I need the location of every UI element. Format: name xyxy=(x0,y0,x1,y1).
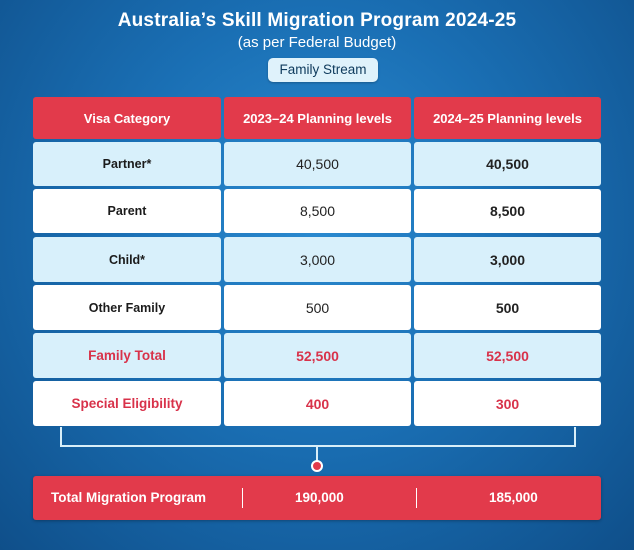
table-cell: 40,500 xyxy=(414,142,601,186)
table-cell: 500 xyxy=(414,285,601,330)
table-row-label: Partner* xyxy=(33,142,221,186)
table-row-label: Family Total xyxy=(33,333,221,378)
header-visa-category: Visa Category xyxy=(33,97,221,139)
table-cell: 52,500 xyxy=(414,333,601,378)
total-2024-25: 185,000 xyxy=(489,490,538,505)
table-cell: 40,500 xyxy=(224,142,411,186)
header-2023-24: 2023–24 Planning levels xyxy=(224,97,411,139)
divider xyxy=(416,488,417,508)
table-cell: 400 xyxy=(224,381,411,426)
table-cell: 500 xyxy=(224,285,411,330)
table-row-label: Parent xyxy=(33,189,221,233)
table-cell: 52,500 xyxy=(224,333,411,378)
table-row-label: Child* xyxy=(33,237,221,282)
bracket-connector xyxy=(60,427,576,447)
connector-dot xyxy=(311,460,323,472)
total-label: Total Migration Program xyxy=(51,490,207,505)
page-title: Australia’s Skill Migration Program 2024-25 xyxy=(117,10,517,31)
table-cell: 8,500 xyxy=(414,189,601,233)
table-cell: 8,500 xyxy=(224,189,411,233)
page-subtitle: (as per Federal Budget) xyxy=(237,34,397,51)
table-cell: 3,000 xyxy=(224,237,411,282)
total-migration-bar xyxy=(33,476,601,520)
table-row-label: Special Eligibility xyxy=(33,381,221,426)
table-cell: 300 xyxy=(414,381,601,426)
divider xyxy=(242,488,243,508)
total-2023-24: 190,000 xyxy=(295,490,344,505)
table-row-label: Other Family xyxy=(33,285,221,330)
header-2024-25: 2024–25 Planning levels xyxy=(414,97,601,139)
table-cell: 3,000 xyxy=(414,237,601,282)
stream-badge: Family Stream xyxy=(268,58,378,82)
